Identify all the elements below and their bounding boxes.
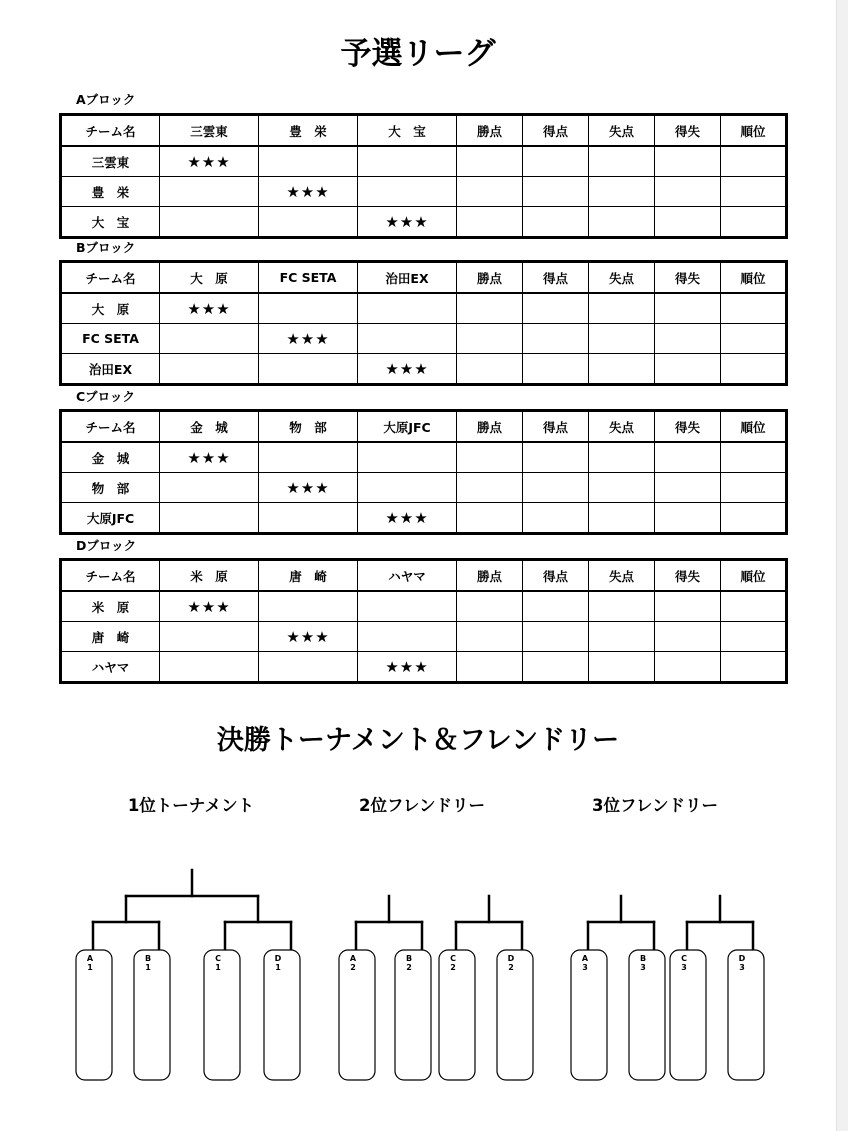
- header-cell: 順位: [721, 262, 787, 294]
- result-cell: [589, 442, 655, 473]
- header-cell: 得点: [523, 115, 589, 147]
- header-cell: 三雲東: [160, 115, 259, 147]
- result-cell: [721, 177, 787, 207]
- team-name-cell: 大原JFC: [61, 503, 160, 534]
- header-cell: チーム名: [61, 411, 160, 443]
- table-row: [61, 146, 787, 177]
- result-cell: [358, 177, 457, 207]
- slot-label: D: [507, 954, 515, 963]
- header-cell: 順位: [721, 411, 787, 443]
- result-cell: [457, 503, 523, 534]
- table-row: [61, 591, 787, 622]
- header-cell: 失点: [589, 115, 655, 147]
- result-cell: [589, 293, 655, 324]
- slot-label: A: [86, 954, 94, 963]
- table-header-row: [61, 560, 787, 592]
- result-cell: [721, 591, 787, 622]
- result-cell: [160, 207, 259, 238]
- team-name-cell: 金 城: [61, 442, 160, 473]
- block-a-table: [59, 113, 788, 239]
- result-cell: [523, 207, 589, 238]
- result-cell: [160, 503, 259, 534]
- header-cell: チーム名: [61, 262, 160, 294]
- slot-box: [439, 950, 475, 1080]
- block-c-label: Cブロック: [76, 389, 135, 404]
- bracket-2-lines: [356, 896, 522, 950]
- result-cell: [259, 503, 358, 534]
- result-cell: [721, 324, 787, 354]
- result-cell: [457, 146, 523, 177]
- table-row: [61, 207, 787, 238]
- self-match-stars: ★★★: [358, 503, 457, 534]
- header-cell: 失点: [589, 411, 655, 443]
- team-name-cell: 唐 崎: [61, 622, 160, 652]
- slot-label: D: [274, 954, 282, 963]
- result-cell: [721, 207, 787, 238]
- table-row: [61, 503, 787, 534]
- result-cell: [457, 473, 523, 503]
- result-cell: [655, 207, 721, 238]
- result-cell: [160, 652, 259, 683]
- result-cell: [523, 652, 589, 683]
- result-cell: [589, 473, 655, 503]
- header-cell: 得失: [655, 411, 721, 443]
- result-cell: [259, 354, 358, 385]
- slot-label: B: [144, 954, 152, 963]
- slot-label: 1: [275, 963, 281, 972]
- table-row: [61, 354, 787, 385]
- team-name-cell: 大 原: [61, 293, 160, 324]
- slot-label: B: [405, 954, 413, 963]
- slot-label: 2: [450, 963, 456, 972]
- bracket-2-title: 2位フレンドリー: [359, 796, 485, 815]
- result-cell: [721, 146, 787, 177]
- header-cell: 得失: [655, 560, 721, 592]
- result-cell: [721, 503, 787, 534]
- bracket-1-lines: [93, 870, 291, 950]
- result-cell: [358, 473, 457, 503]
- block-b-label: Bブロック: [76, 240, 136, 255]
- result-cell: [655, 293, 721, 324]
- slot-label: 3: [582, 963, 588, 972]
- slot-box: [134, 950, 170, 1080]
- bracket-3-title: 3位フレンドリー: [592, 796, 718, 815]
- result-cell: [523, 591, 589, 622]
- slot-box: [629, 950, 665, 1080]
- result-cell: [721, 622, 787, 652]
- result-cell: [259, 293, 358, 324]
- slot-box: [670, 950, 706, 1080]
- result-cell: [160, 324, 259, 354]
- result-cell: [721, 442, 787, 473]
- result-cell: [259, 442, 358, 473]
- brackets-diagram: [0, 860, 836, 1100]
- result-cell: [589, 207, 655, 238]
- self-match-stars: ★★★: [358, 652, 457, 683]
- result-cell: [457, 652, 523, 683]
- slot-label: 1: [215, 963, 221, 972]
- header-cell: 勝点: [457, 262, 523, 294]
- team-name-cell: 治田EX: [61, 354, 160, 385]
- result-cell: [358, 591, 457, 622]
- slot-label: 2: [406, 963, 412, 972]
- slot-label: C: [450, 954, 456, 963]
- result-cell: [523, 354, 589, 385]
- header-cell: 大原JFC: [358, 411, 457, 443]
- result-cell: [457, 324, 523, 354]
- result-cell: [655, 473, 721, 503]
- block-d-table: [59, 558, 788, 684]
- result-cell: [523, 473, 589, 503]
- header-cell: 得失: [655, 262, 721, 294]
- header-cell: 得点: [523, 262, 589, 294]
- self-match-stars: ★★★: [259, 473, 358, 503]
- slot-label: 3: [739, 963, 745, 972]
- final-title: 決勝トーナメント＆フレンドリー: [216, 725, 620, 756]
- slot-box: [395, 950, 431, 1080]
- result-cell: [457, 442, 523, 473]
- self-match-stars: ★★★: [160, 293, 259, 324]
- self-match-stars: ★★★: [160, 146, 259, 177]
- result-cell: [523, 146, 589, 177]
- result-cell: [457, 622, 523, 652]
- team-name-cell: 豊 栄: [61, 177, 160, 207]
- result-cell: [523, 622, 589, 652]
- result-cell: [160, 473, 259, 503]
- header-cell: 物 部: [259, 411, 358, 443]
- team-name-cell: FC SETA: [61, 324, 160, 354]
- header-cell: 治田EX: [358, 262, 457, 294]
- result-cell: [721, 473, 787, 503]
- result-cell: [160, 177, 259, 207]
- header-cell: 順位: [721, 560, 787, 592]
- header-cell: 大 宝: [358, 115, 457, 147]
- table-header-row: [61, 411, 787, 443]
- table-row: [61, 442, 787, 473]
- header-cell: チーム名: [61, 560, 160, 592]
- header-cell: 勝点: [457, 560, 523, 592]
- result-cell: [655, 442, 721, 473]
- result-cell: [457, 177, 523, 207]
- result-cell: [523, 503, 589, 534]
- self-match-stars: ★★★: [358, 207, 457, 238]
- block-b-table: [59, 260, 788, 386]
- result-cell: [589, 503, 655, 534]
- self-match-stars: ★★★: [160, 442, 259, 473]
- result-cell: [523, 177, 589, 207]
- result-cell: [721, 293, 787, 324]
- header-cell: 勝点: [457, 115, 523, 147]
- team-name-cell: ハヤマ: [61, 652, 160, 683]
- result-cell: [457, 207, 523, 238]
- block-a-label: Aブロック: [76, 92, 136, 107]
- table-row: [61, 324, 787, 354]
- result-cell: [721, 652, 787, 683]
- header-cell: 得点: [523, 560, 589, 592]
- team-name-cell: 大 宝: [61, 207, 160, 238]
- slot-box: [76, 950, 112, 1080]
- table-header-row: [61, 262, 787, 294]
- result-cell: [655, 146, 721, 177]
- result-cell: [523, 324, 589, 354]
- result-cell: [655, 503, 721, 534]
- bracket-1-title: 1位トーナメント: [127, 796, 255, 815]
- self-match-stars: ★★★: [358, 354, 457, 385]
- header-cell: 失点: [589, 560, 655, 592]
- result-cell: [589, 354, 655, 385]
- result-cell: [589, 177, 655, 207]
- slot-label: C: [215, 954, 221, 963]
- header-cell: 米 原: [160, 560, 259, 592]
- result-cell: [655, 177, 721, 207]
- result-cell: [160, 622, 259, 652]
- header-cell: 勝点: [457, 411, 523, 443]
- slot-label: 3: [640, 963, 646, 972]
- team-name-cell: 米 原: [61, 591, 160, 622]
- result-cell: [655, 354, 721, 385]
- header-cell: 得失: [655, 115, 721, 147]
- result-cell: [589, 591, 655, 622]
- result-cell: [589, 324, 655, 354]
- block-c-table: [59, 409, 788, 535]
- slot-box: [571, 950, 607, 1080]
- slot-box: [497, 950, 533, 1080]
- slot-label: D: [738, 954, 746, 963]
- result-cell: [358, 442, 457, 473]
- header-cell: 唐 崎: [259, 560, 358, 592]
- result-cell: [358, 324, 457, 354]
- result-cell: [655, 652, 721, 683]
- header-cell: 豊 栄: [259, 115, 358, 147]
- self-match-stars: ★★★: [259, 622, 358, 652]
- team-name-cell: 三雲東: [61, 146, 160, 177]
- slot-box: [339, 950, 375, 1080]
- header-cell: 得点: [523, 411, 589, 443]
- header-cell: ハヤマ: [358, 560, 457, 592]
- table-row: [61, 622, 787, 652]
- result-cell: [259, 207, 358, 238]
- result-cell: [721, 354, 787, 385]
- table-row: [61, 177, 787, 207]
- self-match-stars: ★★★: [259, 177, 358, 207]
- header-cell: 大 原: [160, 262, 259, 294]
- result-cell: [358, 146, 457, 177]
- team-name-cell: 物 部: [61, 473, 160, 503]
- block-d-label: Dブロック: [76, 538, 137, 553]
- header-cell: 金 城: [160, 411, 259, 443]
- slot-label: 1: [145, 963, 151, 972]
- result-cell: [655, 622, 721, 652]
- result-cell: [655, 324, 721, 354]
- result-cell: [457, 293, 523, 324]
- table-row: [61, 293, 787, 324]
- slot-label: B: [639, 954, 647, 963]
- result-cell: [655, 591, 721, 622]
- table-row: [61, 652, 787, 683]
- league-title: 予選リーグ: [340, 36, 496, 72]
- header-cell: チーム名: [61, 115, 160, 147]
- result-cell: [589, 622, 655, 652]
- result-cell: [259, 591, 358, 622]
- slot-box: [728, 950, 764, 1080]
- slot-label: 3: [681, 963, 687, 972]
- header-cell: 失点: [589, 262, 655, 294]
- table-row: [61, 473, 787, 503]
- self-match-stars: ★★★: [160, 591, 259, 622]
- table-header-row: [61, 115, 787, 147]
- slot-label: A: [349, 954, 357, 963]
- result-cell: [160, 354, 259, 385]
- slot-label: 2: [350, 963, 356, 972]
- slot-box: [264, 950, 300, 1080]
- result-cell: [358, 622, 457, 652]
- result-cell: [358, 293, 457, 324]
- slot-label: A: [581, 954, 589, 963]
- self-match-stars: ★★★: [259, 324, 358, 354]
- slot-label: C: [681, 954, 687, 963]
- slot-label: 1: [87, 963, 93, 972]
- slot-label: 2: [508, 963, 514, 972]
- page-edge: [836, 0, 848, 1131]
- result-cell: [523, 293, 589, 324]
- result-cell: [457, 591, 523, 622]
- result-cell: [523, 442, 589, 473]
- result-cell: [259, 652, 358, 683]
- result-cell: [589, 652, 655, 683]
- result-cell: [259, 146, 358, 177]
- header-cell: 順位: [721, 115, 787, 147]
- slot-box: [204, 950, 240, 1080]
- result-cell: [589, 146, 655, 177]
- bracket-3-lines: [588, 896, 753, 950]
- result-cell: [457, 354, 523, 385]
- header-cell: FC SETA: [259, 262, 358, 294]
